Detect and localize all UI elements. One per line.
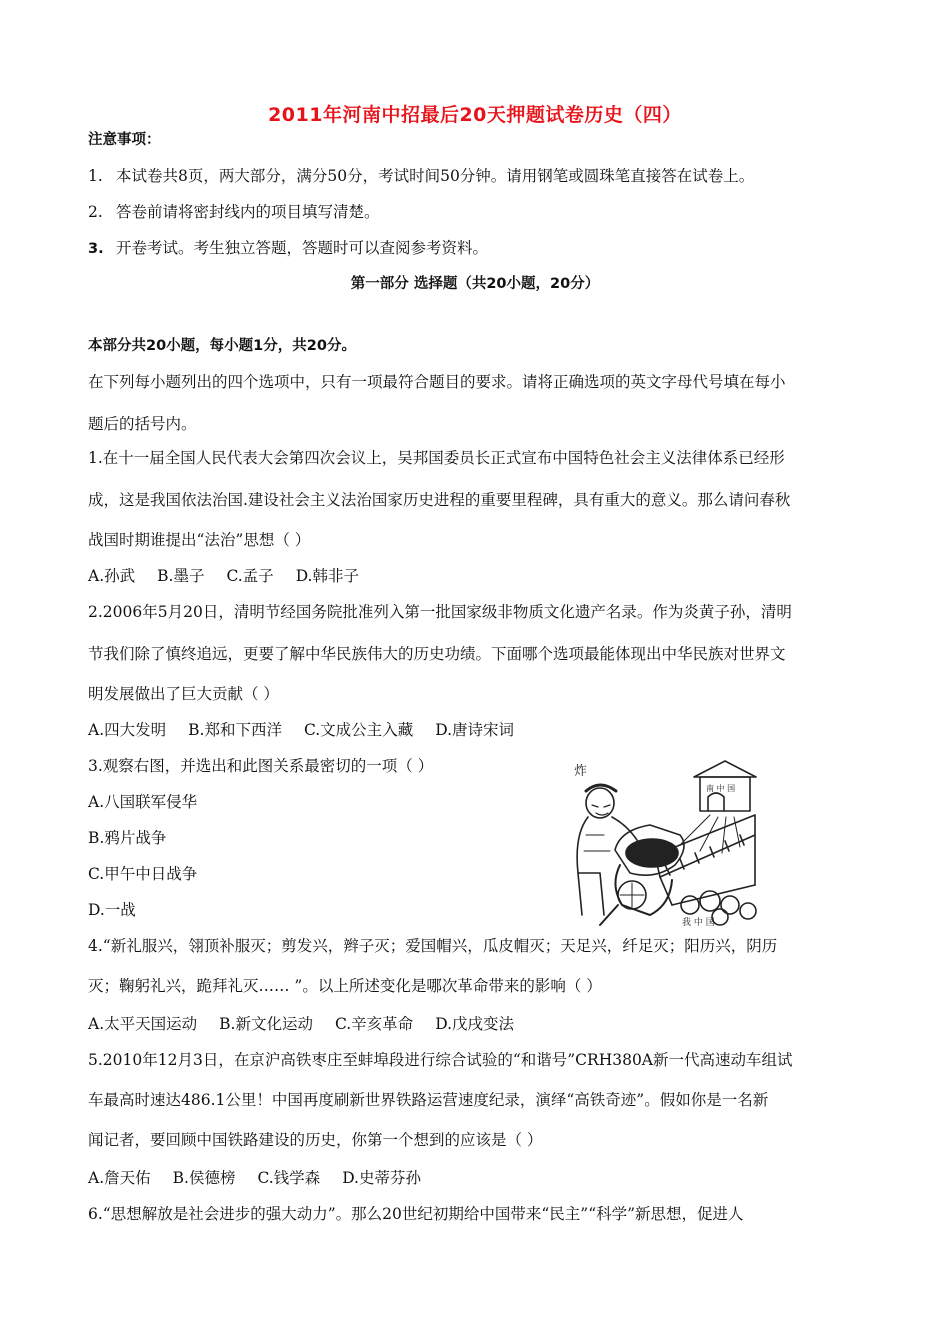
option-a: A.八国联军侵华 [88,793,198,811]
option-b: B.新文化运动 [219,1015,313,1033]
option-a: A.四大发明 [88,721,167,739]
question-2-options [88,718,514,740]
notice-number: 3. [88,241,104,257]
notice-item [88,236,488,258]
option-b: B.郑和下西洋 [188,721,282,739]
notice-item [88,164,754,186]
notice-item [88,200,380,222]
cartoon-figure [560,755,760,927]
question-5-stem: 5.2010年12月3日，在京沪高铁枣庄至蚌埠段进行综合试验的“和谐号”CRH380A新一代高速动车组试 [88,1051,793,1069]
option-c: C.甲午中日战争 [88,865,198,883]
notice-text: 开卷考试。考生独立答题，答题时可以查阅参考资料。 [116,239,489,257]
question-2-stem: 明发展做出了巨大贡献（ ） [88,685,279,703]
option-a: A.太平天国运动 [88,1015,198,1033]
question-6-stem: 6.“思想解放是社会进步的强大动力”。那么20世纪初期给中国带来“民主”“科学”新思想，促进人 [88,1205,744,1223]
option-d: D.史蒂芬孙 [342,1169,421,1187]
question-5-stem: 闻记者，要回顾中国铁路建设的历史，你第一个想到的应该是（ ） [88,1131,543,1149]
figure-label-gate: 南 中 国 [706,784,736,793]
question-2-stem: 2.2006年5月20日，清明节经国务院批准列入第一批国家级非物质文化遗产名录。作为炎黄子孙，清明 [88,603,792,621]
option-d: D.一战 [88,901,136,919]
page-title: 2011年河南中招最后20天押题试卷历史（四） [268,104,682,126]
question-1-stem: 成，这是我国依法治国.建设社会主义法治国家历史进程的重要里程碑，具有重大的意义。那么请问春秋 [88,491,791,509]
question-5-stem: 车最高时速达486.1公里！中国再度刷新世界铁路运营速度纪录，演绎“高铁奇迹”。假如你是一名新 [88,1091,769,1109]
notice-number: 1. [88,167,103,185]
question-4-stem: 灭；鞠躬礼兴，跪拜礼灭…… ”。以上所述变化是哪次革命带来的影响（ ） [88,977,602,995]
option-d: D.韩非子 [295,567,359,585]
notice-text: 本试卷共8页，两大部分，满分50分，考试时间50分钟。请用钢笔或圆珠笔直接答在试卷上。 [116,167,755,185]
option-c: C.孟子 [226,567,274,585]
option-c: C.文成公主入藏 [303,721,414,739]
option-b: B.墨子 [157,567,205,585]
option-d: D.戊戌变法 [435,1015,515,1033]
part-heading: 第一部分 选择题（共20小题，20分） [350,276,600,292]
soldier-head [586,788,614,818]
part-intro: 本部分共20小题，每小题1分，共20分。 [88,338,356,354]
option-a: A.孙武 [88,567,136,585]
option-b: B.侯德榜 [172,1169,236,1187]
option-a: A.詹天佑 [88,1169,151,1187]
figure-label-top: 炸 [574,764,588,779]
instruction-line: 题后的括号内。 [88,415,197,433]
question-1-options [88,564,359,586]
option-b: B.鸦片战争 [88,829,167,847]
instruction-line: 在下列每小题列出的四个选项中，只有一项最符合题目的要求。请将正确选项的英文字母代号填在每小 [88,373,786,391]
figure-label-ground: 我 中 国 [682,918,715,927]
question-2-stem: 节我们除了慎终追远，更要了解中华民族伟大的历史功绩。下面哪个选项最能体现出中华民族对世界文 [88,645,786,663]
question-3-stem: 3.观察右图，并选出和此图关系最密切的一项（ ） [88,757,434,775]
question-1-stem: 1.在十一届全国人民代表大会第四次会议上，吴邦国委员长正式宣布中国特色社会主义法律体系已经形 [88,449,785,467]
question-4-options [88,1012,514,1034]
option-c: C.钱学森 [257,1169,321,1187]
question-5-options [88,1166,421,1188]
notice-text: 答卷前请将密封线内的项目填写清楚。 [116,203,380,221]
notice-heading: 注意事项： [88,132,161,148]
notice-number: 2. [88,203,103,221]
question-4-stem: 4.“新礼服兴，翎顶补服灭；剪发兴，辫子灭；爱国帽兴，瓜皮帽灭；天足兴，纤足灭；阳历兴，阴历 [88,937,778,955]
question-1-stem: 战国时期谁提出“法治”思想（ ） [88,531,311,549]
option-d: D.唐诗宋词 [435,721,515,739]
option-c: C.辛亥革命 [334,1015,414,1033]
